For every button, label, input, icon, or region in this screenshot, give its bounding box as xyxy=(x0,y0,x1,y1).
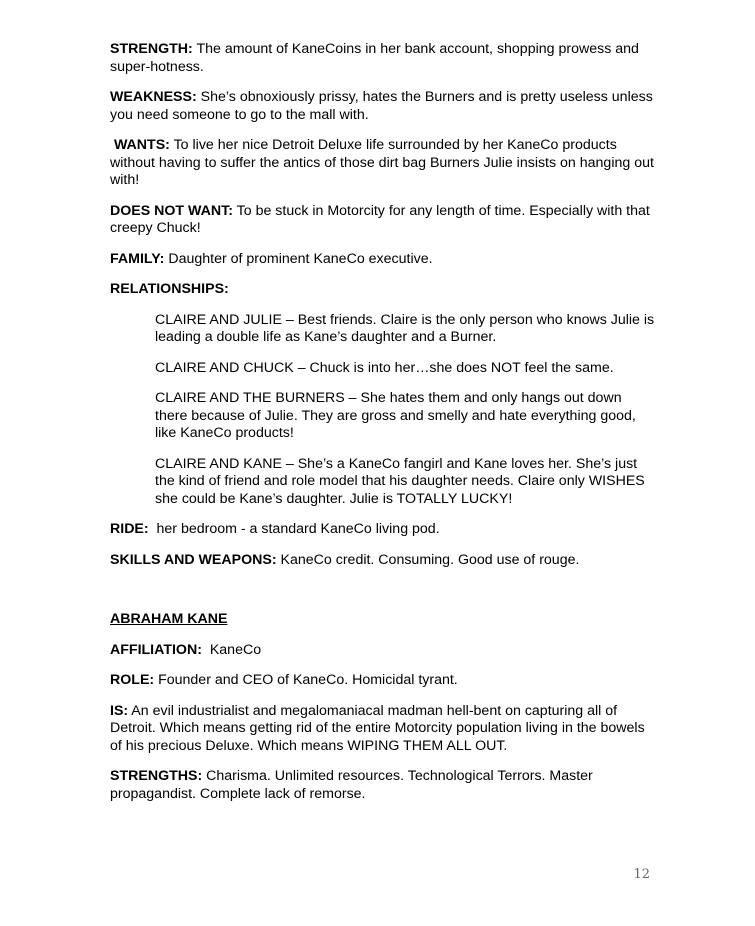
strengths-paragraph xyxy=(110,768,655,803)
does-not-want-text: To be stuck in Motorcity for any length of time. Especially with that creepy Chuck! xyxy=(110,202,650,236)
is-paragraph xyxy=(110,703,655,756)
ride-paragraph xyxy=(110,521,655,539)
skills-text: KaneCo credit. Consuming. Good use of rouge. xyxy=(276,551,580,568)
affiliation-paragraph xyxy=(110,642,655,660)
wants-label: WANTS: xyxy=(110,137,170,153)
does-not-want-paragraph xyxy=(110,203,655,238)
strengths-label: STRENGTHS: xyxy=(110,768,203,784)
relationship-kane: CLAIRE AND KANE – She’s a KaneCo fangirl and Kane loves her. She’s just the kind of friend and role model that his daughter needs. Claire only WISHES she could be Kane’s daughter. Julie is TOTALLY LUCKY! xyxy=(155,455,645,507)
family-label: FAMILY: xyxy=(110,250,165,267)
relationship-julie: CLAIRE AND JULIE – Best friends. Claire is the only person who knows Julie is leading a double life as Kane’s daughter and a Burner. xyxy=(155,311,655,345)
affiliation-label: AFFILIATION: xyxy=(110,641,202,658)
weakness-paragraph xyxy=(110,89,655,124)
relationship-chuck: CLAIRE AND CHUCK – Chuck is into her…she does NOT feel the same. xyxy=(155,359,614,376)
ride-label: RIDE: xyxy=(110,521,149,537)
family-paragraph xyxy=(110,251,655,269)
is-text: An evil industrialist and megalomaniacal madman hell-bent on capturing all of Detroit. Which means getting rid of the entire Motorcity population living in the bowels of his precious Deluxe. Which means WIPING THEM ALL OUT. xyxy=(110,702,645,754)
does-not-want-label: DOES NOT WANT: xyxy=(110,202,233,219)
strength-paragraph xyxy=(110,41,655,76)
wants-paragraph xyxy=(110,137,658,190)
family-text: Daughter of prominent KaneCo executive. xyxy=(164,250,433,267)
wants-text: To live her nice Detroit Deluxe life surrounded by her KaneCo products without having to suffer the antics of those dirt bag Burners Julie insists on hanging out with! xyxy=(110,137,658,188)
weakness-label: WEAKNESS: xyxy=(110,89,197,105)
kane-heading: ABRAHAM KANE xyxy=(110,611,228,627)
relationships-label: RELATIONSHIPS: xyxy=(110,281,229,297)
weakness-text: She’s obnoxiously prissy, hates the Burners and is pretty useless unless you need someone to go to the mall with. xyxy=(110,89,653,123)
role-paragraph xyxy=(110,672,655,690)
is-label: IS: xyxy=(110,702,129,719)
role-text: Founder and CEO of KaneCo. Homicidal tyrant. xyxy=(154,672,458,688)
strength-label: STRENGTH: xyxy=(110,41,193,57)
affiliation-text: KaneCo xyxy=(201,641,262,658)
document-page xyxy=(110,41,658,816)
page-number: 12 xyxy=(633,867,650,882)
relationship-burners: CLAIRE AND THE BURNERS – She hates them and only hangs out down there because of Julie. They are gross and smelly and hate everything good, like KaneCo products! xyxy=(155,390,636,441)
ride-text: her bedroom - a standard KaneCo living pod. xyxy=(148,521,440,537)
strengths-text: Charisma. Unlimited resources. Technological Terrors. Master propagandist. Complete lack of remorse. xyxy=(110,768,593,802)
skills-label: SKILLS AND WEAPONS: xyxy=(110,551,277,568)
skills-paragraph xyxy=(110,552,655,570)
role-label: ROLE: xyxy=(110,672,155,688)
strength-text: The amount of KaneCoins in her bank account, shopping prowess and super-hotness. xyxy=(110,41,639,75)
